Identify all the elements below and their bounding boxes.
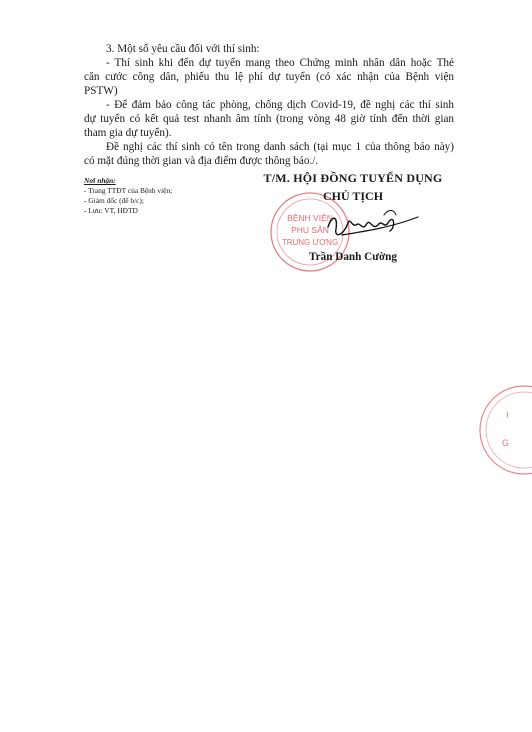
section-heading: 3. Một số yêu cầu đối với thí sinh: — [106, 43, 260, 55]
paragraph-line: Đề nghị các thí sinh có tên trong danh sách (tại mục 1 của thông báo này) — [106, 141, 454, 153]
paragraph-line: PSTW) — [84, 85, 118, 97]
stamp-text: BỆNH VIỆN — [287, 213, 333, 223]
paragraph-line: - Để đảm bảo công tác phòng, chống dịch Covid-19, đề nghị các thí sinh — [106, 99, 454, 111]
paragraph-line: - Thí sinh khi đến dự tuyển mang theo Chứng minh nhân dân hoặc Thẻ — [106, 57, 454, 69]
handwritten-signature — [322, 205, 422, 245]
paragraph-line: có mặt đúng thời gian và địa điểm được thông báo./. — [84, 155, 319, 167]
signer-role: CHỦ TỊCH — [322, 189, 384, 203]
recipient-item: - Lưu: VT, HĐTD — [84, 206, 138, 215]
paragraph-line: dự tuyển có kết quả test nhanh âm tính (trong vòng 48 giờ tính đến thời gian — [84, 113, 454, 125]
recipients-heading: Nơi nhận: — [84, 176, 116, 185]
paragraph-line: căn cước công dân, phiếu thu lệ phí dự tuyển (có xác nhận của Bệnh viện — [84, 71, 454, 83]
recipient-item: - Trang TTĐT của Bệnh viện; — [84, 186, 173, 195]
stamp-edge-text: I — [506, 410, 509, 420]
recipients-list — [84, 176, 172, 216]
signer-name: Trần Danh Cường — [309, 251, 397, 263]
partial-stamp — [468, 380, 532, 480]
body-text — [84, 42, 454, 168]
signer-organization: T/M. HỘI ĐỒNG TUYỂN DỤNG — [263, 171, 443, 185]
stamp-edge-text: G — [502, 438, 510, 448]
stamp-text: TRUNG ƯƠNG — [281, 238, 339, 247]
stamp-text: PHỤ SẢN — [291, 225, 329, 235]
paragraph-line: tham gia dự tuyển). — [84, 127, 172, 139]
recipient-item: - Giám đốc (để b/c); — [84, 196, 144, 205]
